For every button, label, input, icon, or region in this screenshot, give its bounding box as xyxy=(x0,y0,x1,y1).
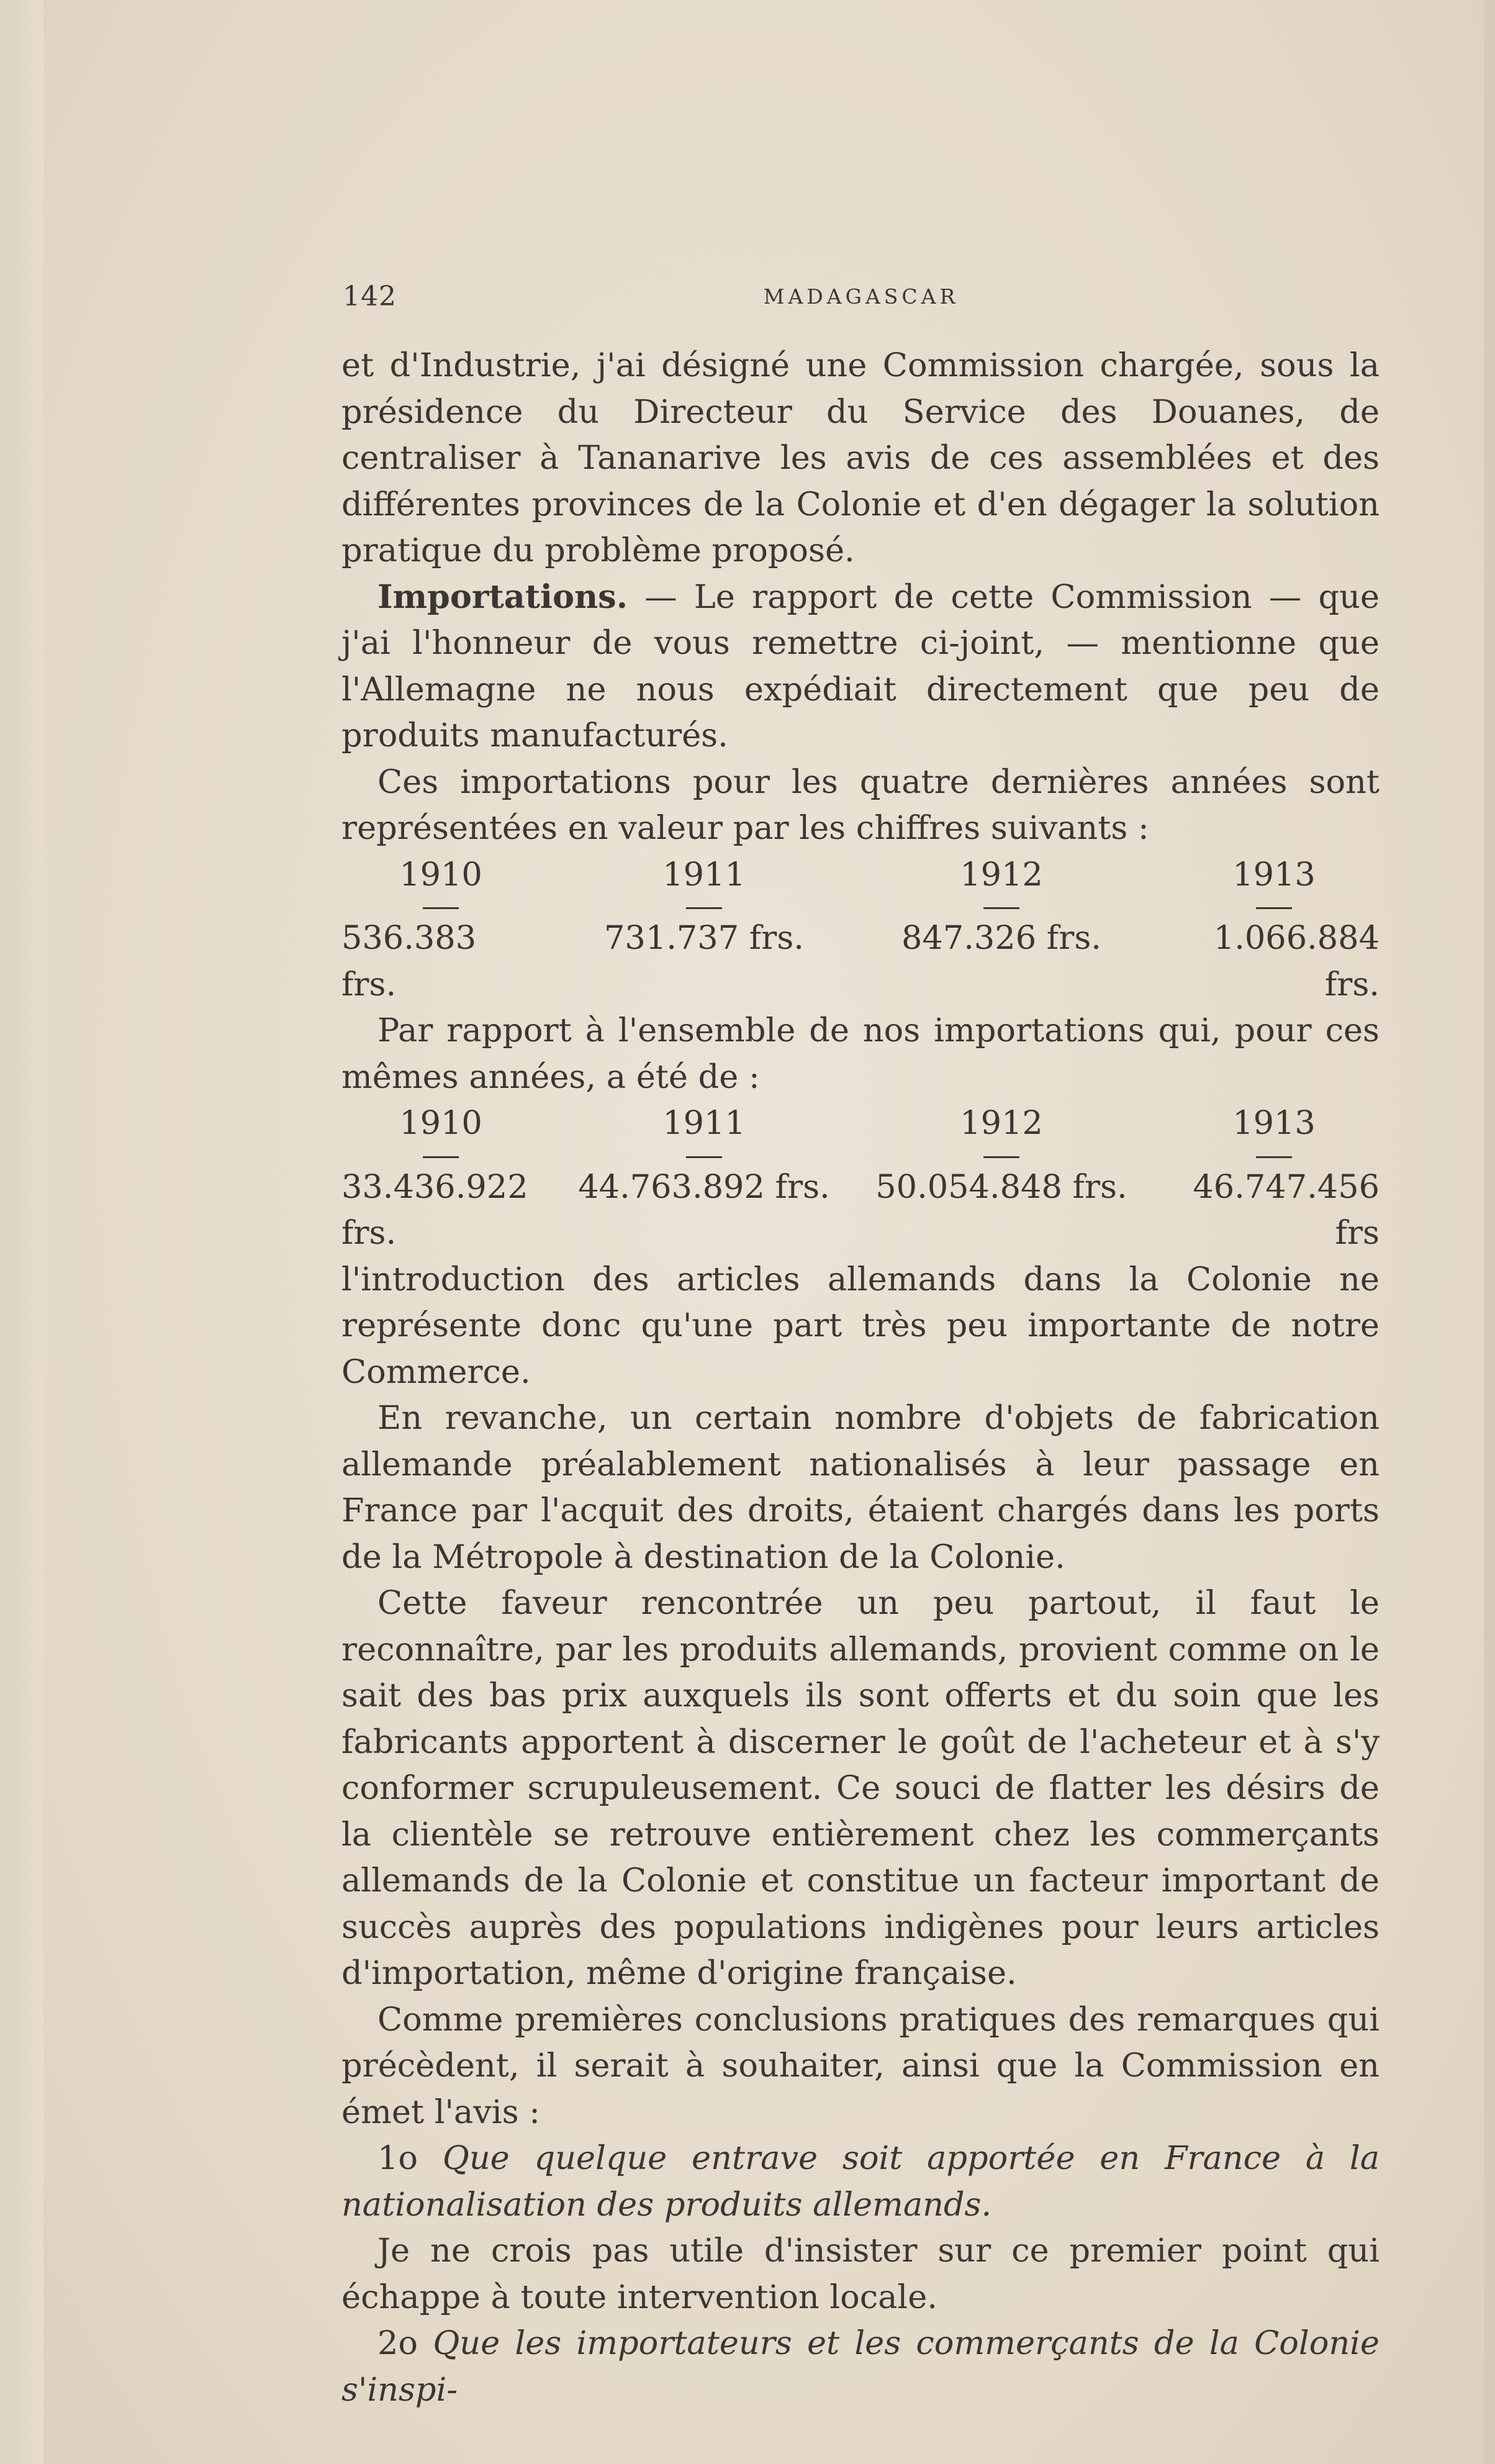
paragraph-recommendation-2 xyxy=(341,2321,1380,2413)
body-text xyxy=(341,343,1380,2413)
recommendation-number: 1o xyxy=(377,2139,418,2177)
recommendation-text: Que quelque entrave soit apportée en France à la nationalisation des produits allemands. xyxy=(341,2139,1380,2224)
running-title: MADAGASCAR xyxy=(763,284,959,309)
paragraph-german-success: Cette faveur rencontrée un peu partout, il faut le reconnaître, par les produits allemands, provient comme on le sait des bas prix auxquels ils sont offerts et du soin que les fabricants apportent à discerner le goût de l'acheteur et à s'y conformer scrupuleusement. Ce souci de flatter les désirs de la clientèle se retrouve entièrement chez les commerçants allemands de la Colonie et constitue un facteur important de succès auprès des populations indigènes pour leurs articles d'importation, même d'origine française. xyxy=(341,1584,1380,1992)
paragraph-local-intervention: Je ne crois pas utile d'insister sur ce premier point qui échappe à toute intervention locale. xyxy=(341,2232,1380,2316)
table-gap xyxy=(341,1147,1380,1164)
table-year-cell: 1912 xyxy=(868,1100,1135,1147)
table-german-imports xyxy=(341,852,1380,1008)
table-value-cell: 44.763.892 frs. xyxy=(578,1167,830,1206)
table-value-cell: 33.436.922 frs. xyxy=(341,1167,528,1252)
paragraph-nationalised-goods: En revanche, un certain nombre d'objets de fabrication allemande préalablement nationalisés à leur passage en France par l'acquit des droits, étaient chargés dans les ports de la Métropole à destination de la Colonie. xyxy=(341,1399,1380,1576)
section-heading-importations: Importations. xyxy=(377,578,628,616)
paragraph-recommendation-1 xyxy=(341,2136,1380,2228)
table-year-cell: 1913 xyxy=(1168,852,1380,899)
paragraph-commission: et d'Industrie, j'ai désigné une Commission chargée, sous la présidence du Directeur du Service des Douanes, de centraliser à Tananarive les avis de ces assemblées et des différentes provinces de la Colonie et d'en dégager la solution pratique du problème proposé. xyxy=(341,346,1380,569)
table-total-years-row xyxy=(341,1100,1380,1147)
paragraph-importations xyxy=(341,574,1380,759)
table-value-cell: 731.737 frs. xyxy=(604,919,804,957)
table-total-values-row xyxy=(341,1164,1380,1257)
table-value-cell: 50.054.848 frs. xyxy=(875,1167,1127,1206)
table-gap xyxy=(341,898,1380,915)
table-total-imports xyxy=(341,1100,1380,1257)
table-value-cell: 847.326 frs. xyxy=(901,919,1101,957)
paragraph-conclusions: Comme premières conclusions pratiques des remarques qui précèdent, il serait à souhaiter, ainsi que la Commission en émet l'avis : xyxy=(341,2000,1380,2131)
table-year-cell: 1911 xyxy=(574,852,834,899)
page-number: 142 xyxy=(343,281,397,312)
page-right-edge xyxy=(1484,0,1495,2464)
table-value-cell: 46.747.456 frs xyxy=(1193,1167,1380,1252)
recommendation-text: Que les importateurs et les commerçants de la Colonie s'inspi- xyxy=(341,2324,1380,2409)
page-binding-edge xyxy=(0,0,43,2464)
table-year-cell: 1910 xyxy=(341,852,540,899)
paragraph-total-imports: Par rapport à l'ensemble de nos importations qui, pour ces mêmes années, a été de : xyxy=(341,1012,1380,1096)
page-header xyxy=(343,281,1380,318)
table-year-cell: 1912 xyxy=(868,852,1135,899)
table-german-years-row xyxy=(341,852,1380,899)
paragraph-importations-text: — Le rapport de cette Commission — que j'ai l'honneur de vous remettre ci-joint, — mentionne que l'Allemagne ne nous expédiait directement que peu de produits manufacturés. xyxy=(341,578,1380,754)
table-year-cell: 1913 xyxy=(1168,1100,1380,1147)
table-value-cell: 536.383 frs. xyxy=(341,919,477,1003)
table-value-cell: 1.066.884 frs. xyxy=(1213,919,1380,1003)
paragraph-german-share: l'introduction des articles allemands dans la Colonie ne représente donc qu'une part très peu importante de notre Commerce. xyxy=(341,1260,1380,1391)
table-german-values-row xyxy=(341,915,1380,1008)
table-year-cell: 1911 xyxy=(574,1100,834,1147)
table-year-cell: 1910 xyxy=(341,1100,540,1147)
recommendation-number: 2o xyxy=(377,2324,418,2362)
paragraph-importation-values: Ces importations pour les quatre dernières années sont représentées en valeur par les chiffres suivants : xyxy=(341,763,1380,847)
